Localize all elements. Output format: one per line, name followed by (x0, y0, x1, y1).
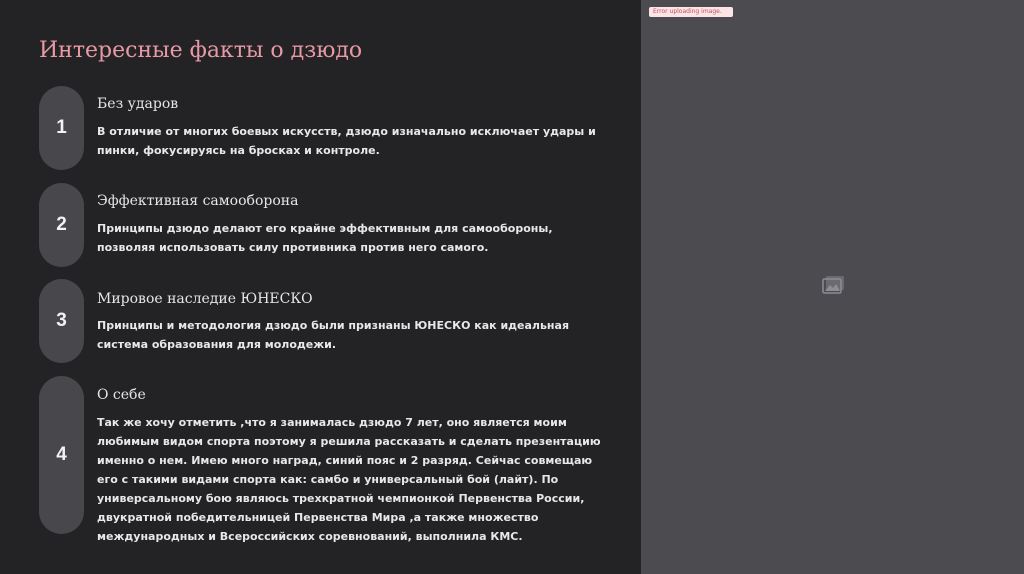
number-label-3: 3 (56, 310, 67, 331)
fact-heading-3: Мировое наследие ЮНЕСКО (97, 291, 313, 307)
fact-text-3: Принципы и методология дзюдо были признаны ЮНЕСКО как идеальная система образования для молодежи. (97, 319, 570, 351)
number-badge-3 (39, 279, 84, 363)
number-badge-4 (39, 376, 84, 534)
fact-heading-2: Эффективная самооборона (97, 193, 299, 209)
slide-title: Интересные факты о дзюдо (39, 38, 363, 63)
number-badge-1 (39, 86, 84, 170)
fact-text-2: Принципы дзюдо делают его крайне эффективным для самообороны, позволяя использовать силу противника против него самого. (97, 222, 553, 254)
image-error-badge (649, 7, 733, 17)
fact-text-4: Так же хочу отметить ,что я занималась дзюдо 7 лет, оно является моим любимым видом спорта поэтому я решила рассказать и сделать презентацию именно о нем. Имею много наград, синий пояс и 2 разряд. Сейчас совмещаю его с такими видами спорта как: самбо и универсальный бой (лайт). По универсальному бою являюсь трехкратной чемпионкой Первенства России, двукратной победительницей Первенства Мира ,а также множество международных и Всероссийских соревнований, выполнила КМС. (97, 416, 601, 543)
fact-text-1: В отличие от многих боевых искусств, дзюдо изначально исключает удары и пинки, фокусируясь на бросках и контроле. (97, 125, 596, 157)
number-label-2: 2 (56, 214, 67, 235)
number-label-1: 1 (56, 117, 67, 138)
image-placeholder-icon (822, 275, 846, 295)
number-badge-2 (39, 183, 84, 267)
image-error-text: Error uploading image. (653, 8, 722, 15)
fact-heading-4: О себе (97, 387, 146, 403)
number-label-4: 4 (56, 444, 67, 465)
fact-heading-1: Без ударов (97, 96, 179, 112)
